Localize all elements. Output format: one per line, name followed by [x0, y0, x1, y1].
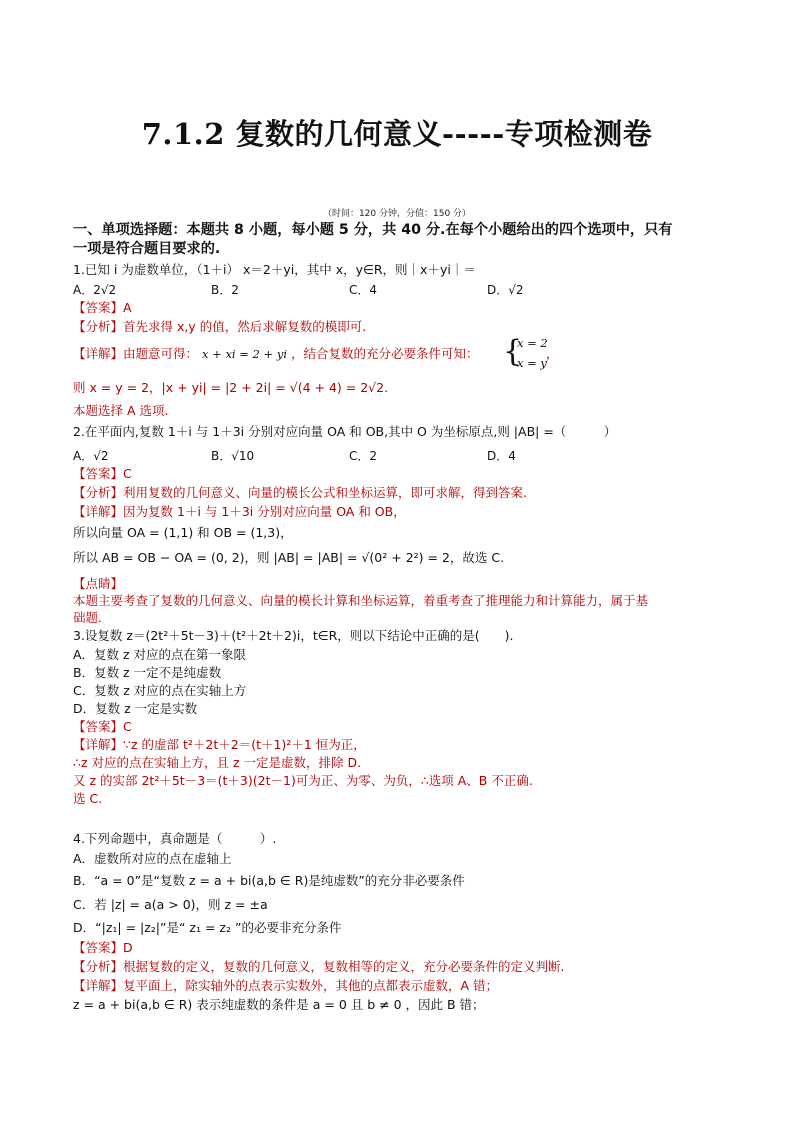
q3-detail-line1: 【详解】∵z 的虚部 t²＋2t＋2＝(t＋1)²＋1 恒为正， — [73, 737, 366, 752]
q2-comment-line2: 础题. — [73, 610, 102, 625]
q4-analysis: 根据复数的定义，复数的几何意义，复数相等的定义，充分必要条件的定义判断. — [123, 959, 565, 974]
q2-option-d: D．4 — [487, 449, 516, 463]
q1-option-a: A．2√2 — [73, 283, 117, 297]
q1-detail-line3: 本题选择 A 选项. — [73, 403, 169, 418]
q4-option-b: B．“a = 0”是“复数 z = a + bi(a,b ∈ R)是纯虚数”的充分非必要条件 — [73, 873, 465, 888]
q1-equation: x + xi = 2 + yi — [202, 347, 287, 361]
q3-answer-line: 【答案】C — [73, 719, 132, 734]
q4-option-d: D．“|z₁| = |z₂|”是“ z₁ = z₂ ”的必要非充分条件 — [73, 920, 342, 935]
q4-option-a: A．虚数所对应的点在虚轴上 — [73, 851, 232, 866]
q3-answer: C — [123, 719, 132, 734]
page-title: 7.1.2 复数的几何意义-----专项检测卷 — [141, 117, 653, 151]
q2-comment-label: 【点睛】 — [73, 576, 124, 591]
q3-option-a: A．复数 z 对应的点在第一象限 — [73, 647, 247, 662]
answer-label: 【答案】 — [73, 300, 124, 315]
q3-option-d: D．复数 z 一定是实数 — [73, 701, 198, 716]
q2-detail-line3: 所以 AB = OB − OA = (0, 2)，则 |AB| = |AB| = √(0² + 2²) = 2，故选 C. — [73, 550, 505, 565]
q1-equation-system: { x = 2 x = y — [503, 334, 548, 370]
q1-option-c: C．4 — [349, 283, 378, 297]
q3-option-b: B．复数 z 一定不是纯虚数 — [73, 665, 222, 680]
q4-answer: D — [123, 940, 133, 955]
q4-answer-line: 【答案】D — [73, 940, 133, 955]
q2-detail-line1: 【详解】因为复数 1＋i 与 1＋3i 分别对应向量 OA 和 OB， — [73, 504, 406, 519]
q2-stem: 2.在平面内,复数 1＋i 与 1＋3i 分别对应向量 OA 和 OB,其中 O 为坐标原点,则 |AB| =（ ） — [73, 424, 617, 439]
q1-analysis: 首先求得 x,y 的值，然后求解复数的模即可. — [123, 319, 367, 334]
q4-option-c: C．若 |z| = a(a > 0)，则 z = ±a — [73, 897, 268, 912]
q4-analysis-line: 【分析】根据复数的定义，复数的几何意义，复数相等的定义，充分必要条件的定义判断. — [73, 959, 565, 974]
q2-option-a: A．√2 — [73, 449, 109, 463]
exam-meta: （时间：120 分钟，分值：150 分） — [322, 209, 472, 219]
analysis-label: 【分析】 — [73, 319, 124, 334]
q4-detail-line1: 【详解】复平面上，除实轴外的点表示实数外，其他的点都表示虚数，A 错； — [73, 978, 499, 993]
q2-option-c: C．2 — [349, 449, 378, 463]
q2-analysis: 利用复数的几何意义、向量的模长公式和坐标运算，即可求解，得到答案. — [123, 485, 527, 500]
section-heading: 一、单项选择题：本题共 8 小题，每小题 5 分，共 40 分.在每个小题给出的四个选项中，只有 — [73, 222, 673, 238]
detail-label: 【详解】 — [73, 346, 124, 361]
q1-answer-line — [73, 300, 132, 316]
document-page: 7.1.2 复数的几何意义-----专项检测卷 （时间：120 分钟，分值：150 分） 一、单项选择题：本题共 8 小题，每小题 5 分，共 40 分.在每个小题给出的四个选项中，只有 一项是符合题目要求的. 1.已知 i 为虚数单位，（1＋i） x＝2＋yi，其中 x，y∈R，则｜x＋yi｜＝ A．2√2 B．2 C．4 D．√2 【答案】A 【分析】首先求得 x,y 的值，然后求解复数的模即可. 【详解】由题意可得： x + xi = 2 + yi ，结合复数的充分必要条件可知： { x = 2 x = y ， 则 x = y = 2，|x + yi| = |2 + 2i| = √(4 + 4) = 2√2. 本题选择 A 选项. 2.在平面内,复数 1＋i 与 1＋3i 分别对应向量 OA 和 OB,其中 O 为坐标原点,则 |AB| =（ ） A．√2 B．√10 C．2 D．4 【答案】C 【分析】利用复数的几何意义、向量的模长公式和坐标运算，即可求解，得到答案. 【详解】因为复数 1＋i 与 1＋3i 分别对应向量 OA 和 OB， 所以向量 OA = (1,1) 和 OB = (1,3)， 所以 AB = OB − OA = (0, 2)，则 |AB| = |AB| = √(0² + 2²) = 2，故选 C. 【点睛】 本题主要考查了复数的几何意义、向量的模长计算和坐标运算，着重考查了推理能力和计算能力，属于基 础题. 3.设复数 z＝(2t²＋5t－3)＋(t²＋2t＋2)i，t∈R，则以下结论中正确的是( ). A．复数 z 对应的点在第一象限 B．复数 z 一定不是纯虚数 C．复数 z 对应的点在实轴上方 D．复数 z 一定是实数 【答案】C 【详解】∵z 的虚部 t²＋2t＋2＝(t＋1)²＋1 恒为正， ∴z 对应的点在实轴上方，且 z 一定是虚数，排除 D. 又 z 的实部 2t²＋5t－3＝(t＋3)(2t－1)可为正、为零、为负，∴选项 A、B 不正确. 选 C. 4.下列命题中，真命题是（ ）. A．虚数所对应的点在虚轴上 B．“a = 0”是“复数 z = a + bi(a,b ∈ R)是纯虚数”的充分非必要条件 C．若 |z| = a(a > 0)，则 z = ±a D．“|z₁| = |z₂|”是“ z₁ = z₂ ”的必要非充分条件 【答案】D 【分析】根据复数的定义，复数的几何意义，复数相等的定义，充分必要条件的定义判断. 【详解】复平面上，除实轴外的点表示实数外，其他的点都表示虚数，A 错； z = a + bi(a,b ∈ R) 表示纯虚数的条件是 a = 0 且 b ≠ 0 ，因此 B 错； — [0, 0, 794, 1123]
q3-detail-line3: 又 z 的实部 2t²＋5t－3＝(t＋3)(2t－1)可为正、为零、为负，∴选项 A、B 不正确. — [73, 773, 533, 788]
q1-answer: A — [123, 300, 132, 315]
q1-option-d: D．√2 — [487, 283, 524, 297]
q2-detail-line2: 所以向量 OA = (1,1) 和 OB = (1,3)， — [73, 525, 293, 540]
q3-detail-line2: ∴z 对应的点在实轴上方，且 z 一定是虚数，排除 D. — [73, 755, 362, 770]
q2-answer-line: 【答案】C — [73, 466, 132, 481]
q2-comment-line1: 本题主要考查了复数的几何意义、向量的模长计算和坐标运算，着重考查了推理能力和计算能力，属于基 — [73, 593, 649, 608]
q3-option-c: C．复数 z 对应的点在实轴上方 — [73, 683, 247, 698]
q1-analysis-line — [73, 319, 366, 335]
q2-analysis-line: 【分析】利用复数的几何意义、向量的模长公式和坐标运算，即可求解，得到答案. — [73, 485, 527, 500]
q4-detail-line2: z = a + bi(a,b ∈ R) 表示纯虚数的条件是 a = 0 且 b ≠ 0 ，因此 B 错； — [73, 997, 485, 1012]
q1-detail-line2: 则 x = y = 2，|x + yi| = |2 + 2i| = √(4 + 4) = 2√2. — [73, 380, 389, 395]
q1-option-b: B．2 — [211, 283, 239, 297]
section-heading-cont: 一项是符合题目要求的. — [73, 241, 221, 257]
q1-stem: 1.已知 i 为虚数单位，（1＋i） x＝2＋yi，其中 x，y∈R，则｜x＋yi｜＝ — [73, 262, 476, 277]
q2-answer: C — [123, 466, 132, 481]
brace-symbol: { — [503, 334, 523, 369]
q3-stem: 3.设复数 z＝(2t²＋5t－3)＋(t²＋2t＋2)i，t∈R，则以下结论中正确的是( ). — [73, 628, 514, 643]
q1-detail-line1: 【详解】由题意可得： x + xi = 2 + yi ，结合复数的充分必要条件可知： — [73, 346, 479, 361]
q3-detail-line4: 选 C. — [73, 791, 103, 806]
q4-stem: 4.下列命题中，真命题是（ ）. — [73, 831, 277, 846]
q2-option-b: B．√10 — [211, 449, 255, 463]
